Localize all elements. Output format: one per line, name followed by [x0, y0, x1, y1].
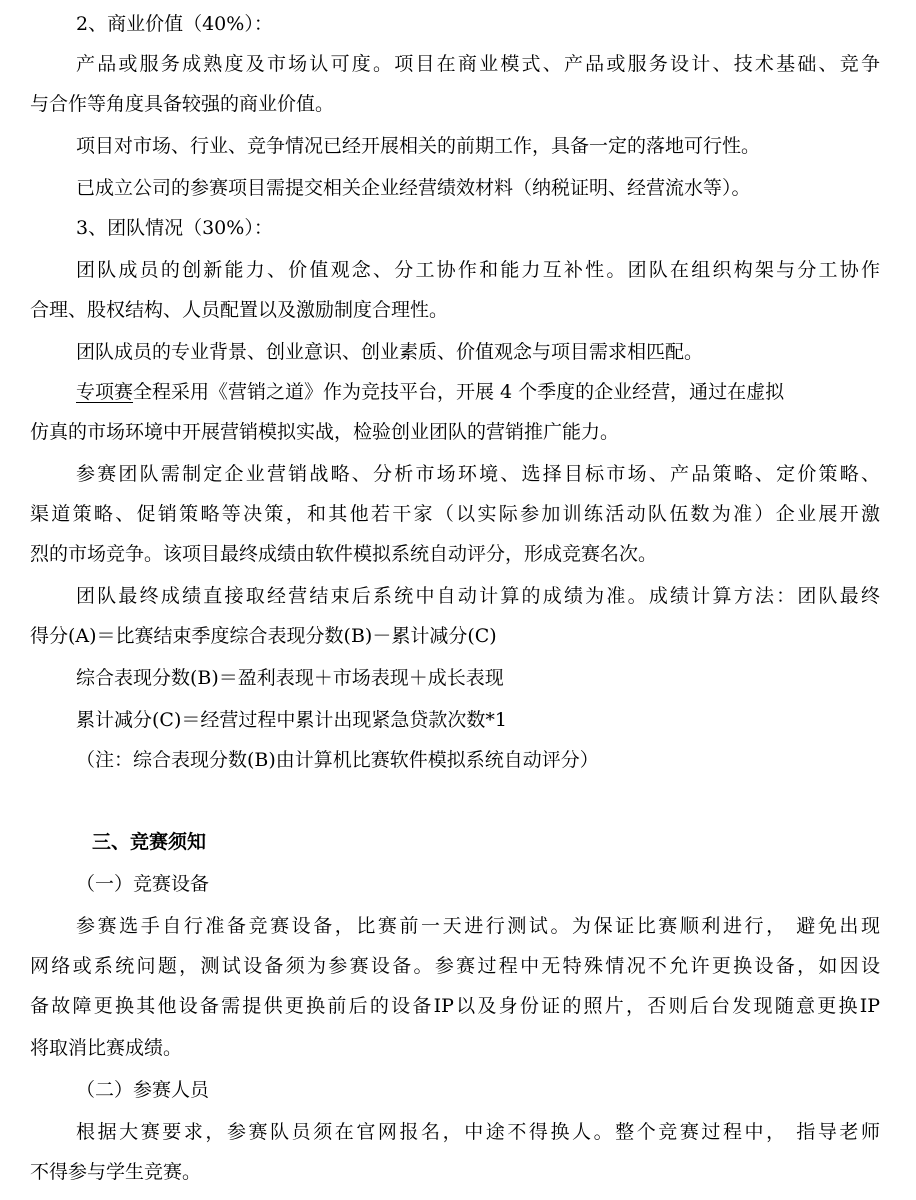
paragraph-text: 全程采用《营销之道》作为竞技平台，开展 4 个季度的企业经营，通过在虚拟 [133, 381, 785, 403]
note-line: （注：综合表现分数(B)由计算机比赛软件模拟系统自动评分） [76, 749, 599, 771]
paragraph-line: 合理、股权结构、人员配置以及激励制度合理性。 [30, 299, 449, 321]
subsection-heading-equipment: （一）竞赛设备 [76, 873, 210, 895]
paragraph-line: 烈的市场竞争。该项目最终成绩由软件模拟系统自动评分，形成竞赛名次。 [30, 543, 658, 565]
paragraph-line: 项目对市场、行业、竞争情况已经开展相关的前期工作，具备一定的落地可行性。 [76, 135, 761, 157]
paragraph-line: 根据大赛要求，参赛队员须在官网报名，中途不得换人。整个竞赛过程中， 指导老师 [76, 1121, 880, 1143]
paragraph-line: 不得参与学生竞赛。 [30, 1161, 202, 1183]
paragraph-line-special [76, 380, 784, 404]
paragraph-line: 网络或系统问题，测试设备须为参赛设备。参赛过程中无特殊情况不允许更换设备，如因设 [30, 955, 880, 977]
section-heading-commercial-value: 2、商业价值（40%）： [76, 13, 273, 35]
paragraph-line: 渠道策略、促销策略等决策，和其他若干家（以实际参加训练活动队伍数为准）企业展开激 [30, 503, 880, 525]
paragraph-line: 产品或服务成熟度及市场认可度。项目在商业模式、产品或服务设计、技术基础、竞争 [76, 53, 880, 75]
paragraph-line: 团队最终成绩直接取经营结束后系统中自动计算的成绩为准。成绩计算方法：团队最终 [76, 585, 880, 607]
underlined-term: 专项赛 [76, 381, 134, 403]
paragraph-line: 得分(A)＝比赛结束季度综合表现分数(B)－累计减分(C) [30, 625, 497, 647]
formula-line: 累计减分(C)＝经营过程中累计出现紧急贷款次数*1 [76, 709, 507, 731]
paragraph-line: 备故障更换其他设备需提供更换前后的设备IP以及身份证的照片，否则后台发现随意更换IP [30, 995, 880, 1017]
paragraph-line: 与合作等角度具备较强的商业价值。 [30, 93, 335, 115]
paragraph-line: 仿真的市场环境中开展营销模拟实战，检验创业团队的营销推广能力。 [30, 421, 620, 443]
formula-line: 综合表现分数(B)＝盈利表现＋市场表现＋成长表现 [76, 667, 504, 689]
section-heading-notice: 三、竞赛须知 [92, 831, 207, 853]
paragraph-line: 将取消比赛成绩。 [30, 1037, 183, 1059]
paragraph-line: 团队成员的创新能力、价值观念、分工协作和能力互补性。团队在组织构架与分工协作 [76, 259, 880, 281]
paragraph-line: 参赛选手自行准备竞赛设备，比赛前一天进行测试。为保证比赛顺利进行， 避免出现 [76, 915, 880, 937]
paragraph-line: 参赛团队需制定企业营销战略、分析市场环境、选择目标市场、产品策略、定价策略、 [76, 463, 880, 485]
subsection-heading-participants: （二）参赛人员 [76, 1079, 210, 1101]
paragraph-line: 已成立公司的参赛项目需提交相关企业经营绩效材料（纳税证明、经营流水等）。 [76, 177, 751, 199]
paragraph-line: 团队成员的专业背景、创业意识、创业素质、价值观念与项目需求相匹配。 [76, 341, 704, 363]
section-heading-team: 3、团队情况（30%）： [76, 217, 273, 239]
